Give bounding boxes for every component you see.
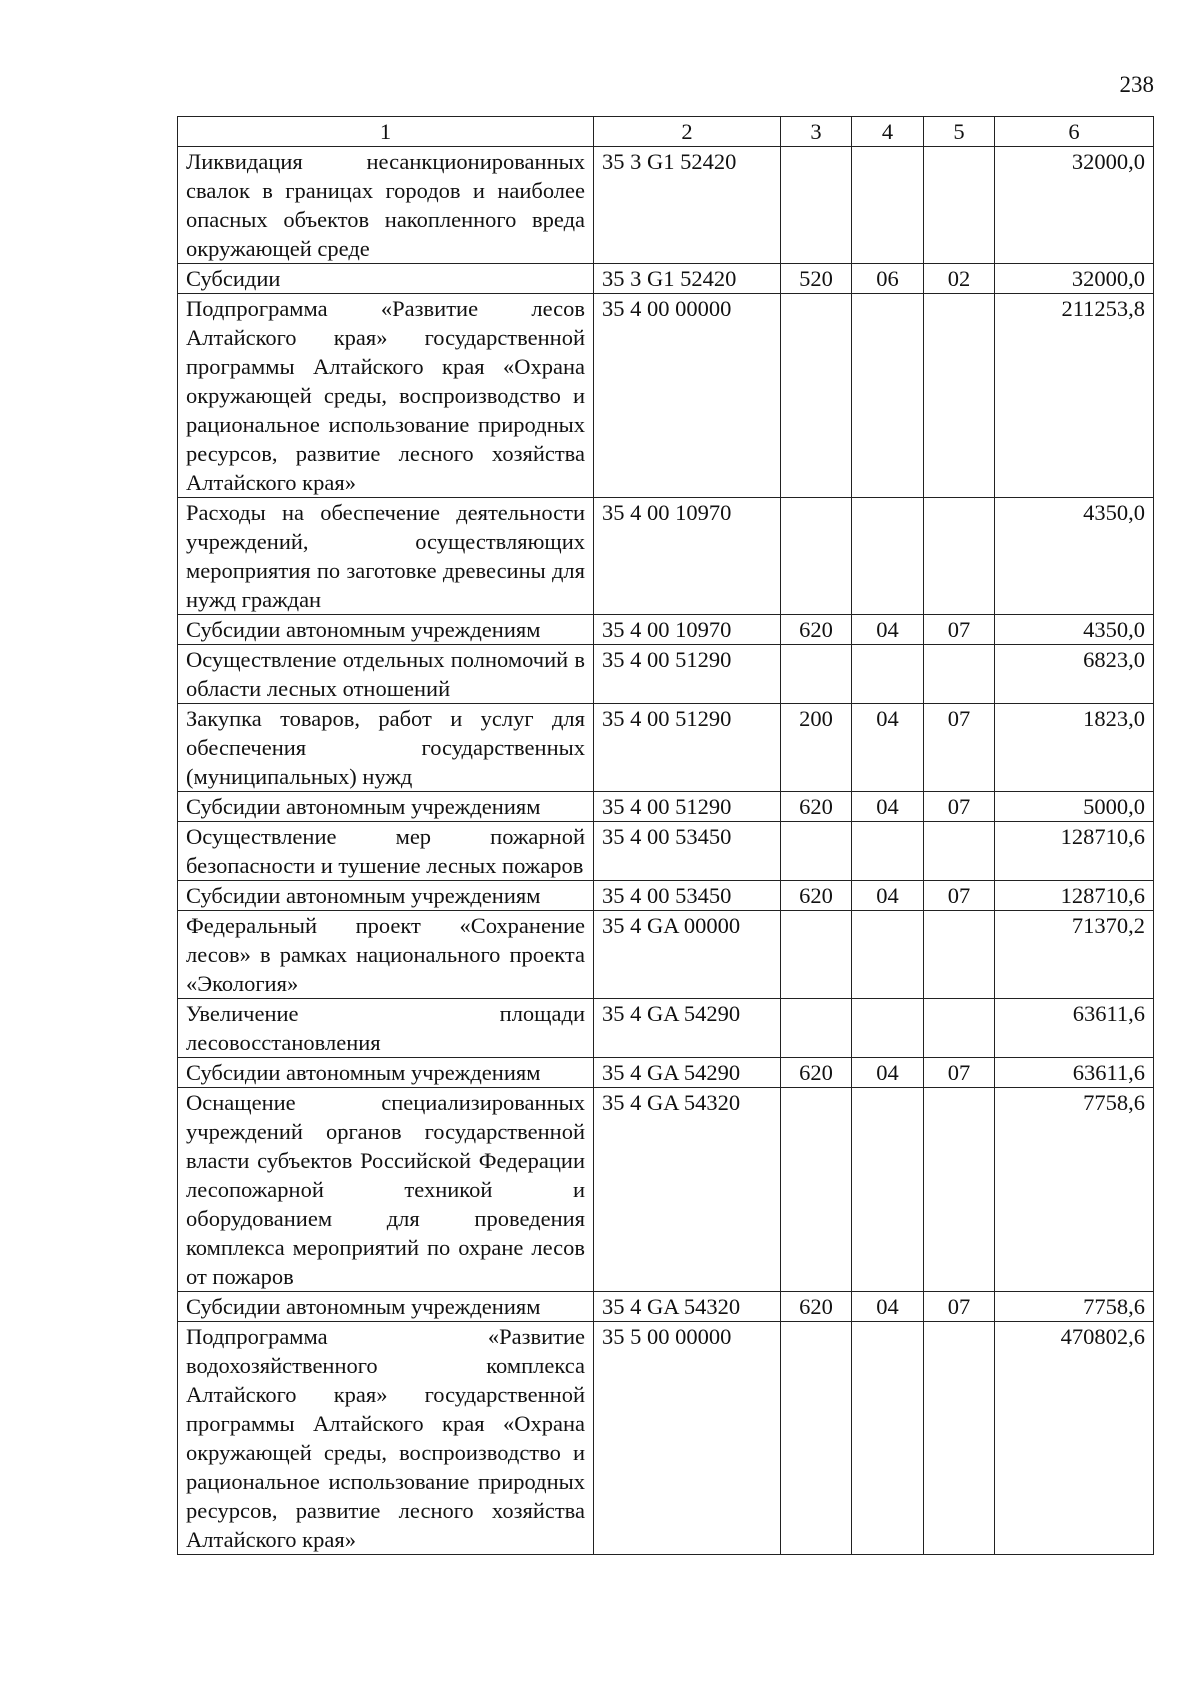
section-code xyxy=(852,822,924,881)
table-row xyxy=(178,645,1154,704)
column-header: 5 xyxy=(924,117,995,147)
section-code: 04 xyxy=(852,1292,924,1322)
subsection-code xyxy=(924,822,995,881)
section-code xyxy=(852,999,924,1058)
item-name: Осуществление отдельных полномочий в области лесных отношений xyxy=(178,645,594,704)
table-row xyxy=(178,881,1154,911)
expense-type: 620 xyxy=(781,615,852,645)
subsection-code xyxy=(924,1088,995,1292)
amount: 7758,6 xyxy=(995,1292,1154,1322)
target-code: 35 4 GA 54320 xyxy=(594,1292,781,1322)
subsection-code xyxy=(924,999,995,1058)
amount: 4350,0 xyxy=(995,615,1154,645)
target-code: 35 4 GA 54290 xyxy=(594,1058,781,1088)
item-name: Федеральный проект «Сохранение лесов» в рамках национального проекта «Экология» xyxy=(178,911,594,999)
table-row xyxy=(178,1058,1154,1088)
amount: 7758,6 xyxy=(995,1088,1154,1292)
expense-type xyxy=(781,999,852,1058)
expense-type xyxy=(781,911,852,999)
table-row xyxy=(178,264,1154,294)
amount: 71370,2 xyxy=(995,911,1154,999)
item-name: Субсидии автономным учреждениям xyxy=(178,792,594,822)
amount: 6823,0 xyxy=(995,645,1154,704)
expense-type: 620 xyxy=(781,1058,852,1088)
amount: 211253,8 xyxy=(995,294,1154,498)
section-code: 06 xyxy=(852,264,924,294)
table-row xyxy=(178,822,1154,881)
expense-type xyxy=(781,1322,852,1555)
section-code xyxy=(852,911,924,999)
item-name: Расходы на обеспечение деятельности учреждений, осуществляющих мероприятия по заготовке древесины для нужд граждан xyxy=(178,498,594,615)
subsection-code: 07 xyxy=(924,615,995,645)
expense-type xyxy=(781,645,852,704)
table-row xyxy=(178,704,1154,792)
amount: 1823,0 xyxy=(995,704,1154,792)
subsection-code: 07 xyxy=(924,1292,995,1322)
item-name: Субсидии xyxy=(178,264,594,294)
section-code xyxy=(852,147,924,264)
column-header: 2 xyxy=(594,117,781,147)
target-code: 35 4 00 51290 xyxy=(594,704,781,792)
item-name: Подпрограмма «Развитие лесов Алтайского края» государственной программы Алтайского края «Охрана окружающей среды, воспроизводство и рациональное использование природных ресурсов, развитие лесного хозяйства Алтайского края» xyxy=(178,294,594,498)
section-code: 04 xyxy=(852,704,924,792)
subsection-code xyxy=(924,911,995,999)
table-row xyxy=(178,1292,1154,1322)
expense-type: 200 xyxy=(781,704,852,792)
target-code: 35 3 G1 52420 xyxy=(594,264,781,294)
amount: 5000,0 xyxy=(995,792,1154,822)
column-header: 1 xyxy=(178,117,594,147)
subsection-code xyxy=(924,645,995,704)
expense-type: 520 xyxy=(781,264,852,294)
target-code: 35 4 00 00000 xyxy=(594,294,781,498)
subsection-code xyxy=(924,147,995,264)
expense-type xyxy=(781,822,852,881)
target-code: 35 5 00 00000 xyxy=(594,1322,781,1555)
page-number: 238 xyxy=(1119,72,1154,97)
item-name: Субсидии автономным учреждениям xyxy=(178,1292,594,1322)
item-name: Субсидии автономным учреждениям xyxy=(178,615,594,645)
target-code: 35 4 00 51290 xyxy=(594,792,781,822)
amount: 128710,6 xyxy=(995,881,1154,911)
subsection-code: 07 xyxy=(924,704,995,792)
expense-type: 620 xyxy=(781,792,852,822)
item-name: Осуществление мер пожарной безопасности и тушение лесных пожаров xyxy=(178,822,594,881)
target-code: 35 4 00 51290 xyxy=(594,645,781,704)
target-code: 35 4 00 10970 xyxy=(594,498,781,615)
section-code: 04 xyxy=(852,1058,924,1088)
section-code xyxy=(852,294,924,498)
target-code: 35 4 GA 54320 xyxy=(594,1088,781,1292)
subsection-code xyxy=(924,498,995,615)
target-code: 35 4 00 10970 xyxy=(594,615,781,645)
amount: 32000,0 xyxy=(995,147,1154,264)
expense-type: 620 xyxy=(781,881,852,911)
amount: 32000,0 xyxy=(995,264,1154,294)
subsection-code xyxy=(924,294,995,498)
target-code: 35 4 GA 00000 xyxy=(594,911,781,999)
section-code xyxy=(852,1322,924,1555)
subsection-code xyxy=(924,1322,995,1555)
header-row xyxy=(178,117,1154,147)
amount: 128710,6 xyxy=(995,822,1154,881)
item-name: Подпрограмма «Развитие водохозяйственного комплекса Алтайского края» государственной программы Алтайского края «Охрана окружающей среды, воспроизводство и рациональное использование природных ресурсов, развитие лесного хозяйства Алтайского края» xyxy=(178,1322,594,1555)
section-code xyxy=(852,1088,924,1292)
item-name: Ликвидация несанкционированных свалок в границах городов и наиболее опасных объектов накопленного вреда окружающей среде xyxy=(178,147,594,264)
amount: 63611,6 xyxy=(995,999,1154,1058)
subsection-code: 02 xyxy=(924,264,995,294)
target-code: 35 4 00 53450 xyxy=(594,881,781,911)
expense-type xyxy=(781,147,852,264)
target-code: 35 4 GA 54290 xyxy=(594,999,781,1058)
amount: 63611,6 xyxy=(995,1058,1154,1088)
subsection-code: 07 xyxy=(924,881,995,911)
column-header: 4 xyxy=(852,117,924,147)
amount: 4350,0 xyxy=(995,498,1154,615)
section-code: 04 xyxy=(852,792,924,822)
expense-type: 620 xyxy=(781,1292,852,1322)
budget-table xyxy=(177,116,1154,1555)
table-row xyxy=(178,147,1154,264)
item-name: Увеличение площади лесовосстановления xyxy=(178,999,594,1058)
section-code: 04 xyxy=(852,615,924,645)
section-code xyxy=(852,645,924,704)
target-code: 35 3 G1 52420 xyxy=(594,147,781,264)
table-row xyxy=(178,294,1154,498)
expense-type xyxy=(781,1088,852,1292)
item-name: Оснащение специализированных учреждений органов государственной власти субъектов Российской Федерации лесопожарной техникой и оборудованием для проведения комплекса мероприятий по охране лесов от пожаров xyxy=(178,1088,594,1292)
target-code: 35 4 00 53450 xyxy=(594,822,781,881)
table-row xyxy=(178,615,1154,645)
section-code: 04 xyxy=(852,881,924,911)
table-row xyxy=(178,911,1154,999)
subsection-code: 07 xyxy=(924,1058,995,1088)
column-header: 3 xyxy=(781,117,852,147)
table-row xyxy=(178,1088,1154,1292)
expense-type xyxy=(781,294,852,498)
section-code xyxy=(852,498,924,615)
subsection-code: 07 xyxy=(924,792,995,822)
table-row xyxy=(178,498,1154,615)
item-name: Закупка товаров, работ и услуг для обеспечения государственных (муниципальных) нужд xyxy=(178,704,594,792)
table-row xyxy=(178,1322,1154,1555)
expense-type xyxy=(781,498,852,615)
column-header: 6 xyxy=(995,117,1154,147)
amount: 470802,6 xyxy=(995,1322,1154,1555)
item-name: Субсидии автономным учреждениям xyxy=(178,881,594,911)
table-row xyxy=(178,792,1154,822)
item-name: Субсидии автономным учреждениям xyxy=(178,1058,594,1088)
table-row xyxy=(178,999,1154,1058)
